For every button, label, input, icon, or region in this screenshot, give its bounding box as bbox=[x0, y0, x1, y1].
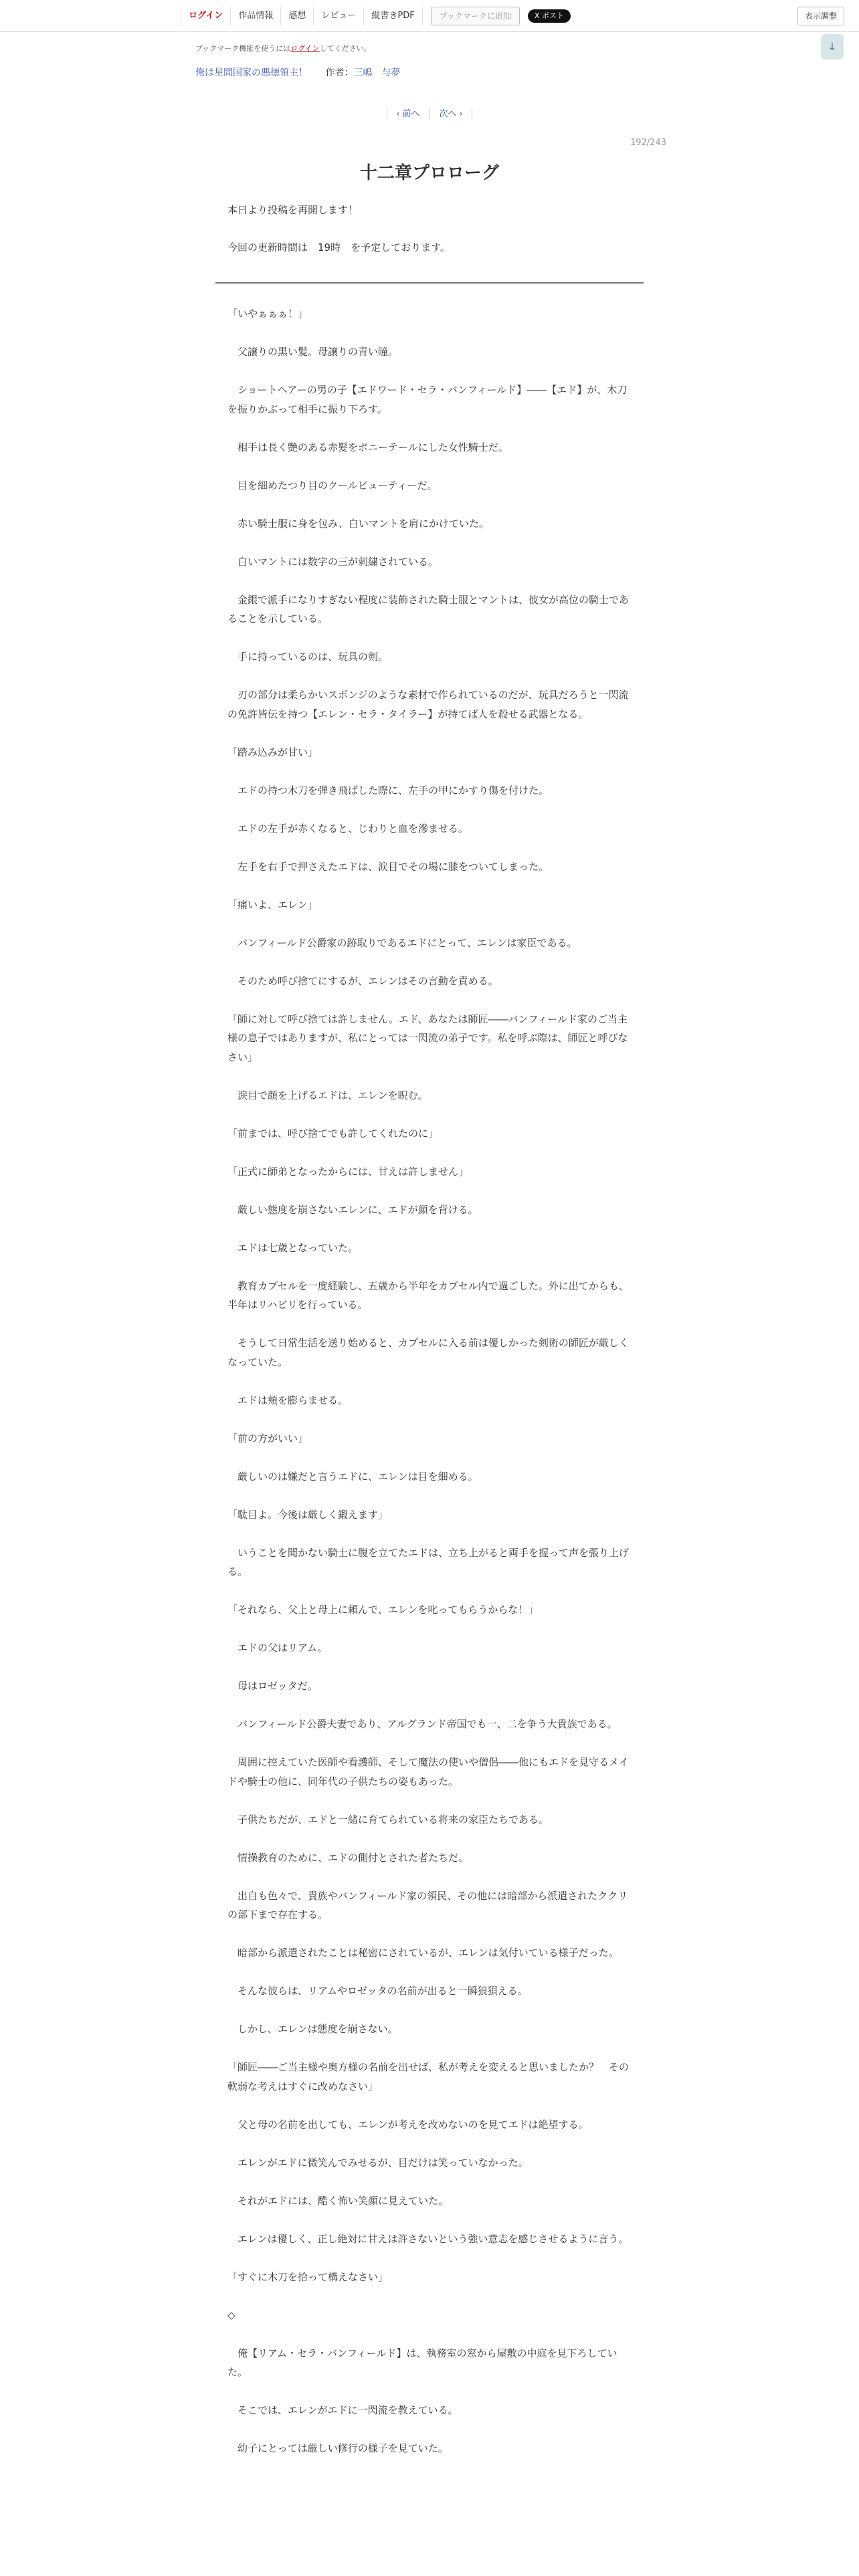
body-paragraph: 父譲りの黒い髪。母譲りの青い瞳。 bbox=[227, 346, 399, 358]
scroll-down-icon[interactable]: ↓ bbox=[821, 34, 844, 60]
body-paragraph: 情操教育のために、エドの側付とされた者たちだ。 bbox=[227, 1851, 469, 1864]
novel-body bbox=[227, 304, 629, 2477]
prev-chapter-label: 前へ bbox=[402, 109, 420, 119]
nav-group bbox=[181, 7, 571, 25]
body-paragraph: しかし、エレンは態度を崩さない。 bbox=[227, 2023, 398, 2035]
review-link[interactable]: レビュー bbox=[314, 7, 364, 25]
body-paragraph: 周囲に控えていた医師や看護師、そして魔法の使いや僧侶――他にもエドを見守るメイドや騎士の他に、同年代の子供たちの姿もあった。 bbox=[227, 1756, 629, 1788]
body-paragraph: ◇ bbox=[227, 2309, 235, 2321]
bookmark-login-note bbox=[195, 43, 371, 53]
body-paragraph: 「それなら、父上と母上に頼んで、エレンを叱ってもらうからな！」 bbox=[227, 1604, 539, 1616]
body-paragraph: そのため呼び捨てにするが、エレンはその言動を責める。 bbox=[227, 974, 498, 987]
body-paragraph: 「正式に師弟となったからには、甘えは許しません」 bbox=[227, 1165, 469, 1178]
body-paragraph: 「いやぁぁぁ！」 bbox=[227, 308, 308, 320]
bookmark-login-link[interactable]: ログイン bbox=[290, 44, 320, 53]
body-paragraph: 左手を右手で押さえたエドは、涙目でその場に膝をついてしまった。 bbox=[227, 860, 549, 873]
body-paragraph: 幼子にとっては厳しい修行の様子を見ていた。 bbox=[227, 2442, 448, 2454]
body-paragraph: 暗部から派遣されたことは秘密にされているが、エレンは気付いている様子だった。 bbox=[227, 1947, 619, 1959]
body-paragraph: いうことを聞かない騎士に腹を立てたエドは、立ち上がると両手を握って声を張り上げる。 bbox=[227, 1546, 630, 1578]
x-share-button[interactable]: X ポスト bbox=[528, 9, 571, 23]
body-paragraph: 厳しい態度を崩さないエレンに、エドが顔を背ける。 bbox=[227, 1203, 478, 1216]
body-paragraph: 教育カプセルを一度経験し、五歳から半年をカプセル内で過ごした。外に出てからも、半年はリハビリを行っている。 bbox=[227, 1279, 629, 1311]
page-number: 192/243 bbox=[630, 138, 666, 148]
author-link[interactable]: 三嶋 与夢 bbox=[353, 68, 401, 78]
body-paragraph: 「踏み込みが甘い」 bbox=[227, 746, 318, 758]
bookmark-note-text: ブックマーク機能を使うには bbox=[195, 44, 291, 53]
body-paragraph: エドの左手が赤くなると、じわりと血を滲ませる。 bbox=[227, 822, 469, 835]
body-paragraph: バンフィールド公爵夫妻であり、アルグランド帝国でも一、二を争う大貴族である。 bbox=[227, 1718, 617, 1730]
next-chapter-label: 次へ bbox=[439, 109, 457, 119]
body-paragraph: 刃の部分は柔らかいスポンジのような素材で作られているのだが、玩具だろうと一閃流の免許皆伝を持つ【エレン・セラ・タイラー】が持てば人を殺せる武器となる。 bbox=[227, 689, 629, 720]
author-label: 作者： bbox=[325, 68, 354, 78]
body-paragraph: バンフィールド公爵家の跡取りであるエドにとって、エレンは家臣である。 bbox=[227, 936, 577, 949]
body-paragraph: エレンがエドに微笑んでみせるが、目だけは笑っていなかった。 bbox=[227, 2156, 529, 2169]
preface-divider bbox=[215, 282, 644, 284]
body-paragraph: 母はロゼッタだ。 bbox=[227, 1680, 318, 1692]
login-link[interactable]: ログイン bbox=[181, 7, 231, 25]
body-paragraph: 「駄目よ。今後は厳しく鍛えます」 bbox=[227, 1508, 389, 1521]
body-paragraph: 赤い騎士服に身を包み、白いマントを肩にかけていた。 bbox=[227, 517, 489, 530]
body-paragraph: そうして日常生活を送り始めると、カプセルに入る前は優しかった剣術の師匠が厳しくなっていた。 bbox=[227, 1337, 629, 1368]
next-chapter-link[interactable] bbox=[430, 108, 473, 120]
series-title-link[interactable]: 俺は星間国家の悪徳領主！ bbox=[195, 68, 308, 78]
body-paragraph: ショートヘアーの男の子【エドワード・セラ・バンフィールド】――【エド】が、木刀を振りかぶって相手に振り下ろす。 bbox=[227, 384, 628, 415]
body-paragraph: 父と母の名前を出しても、エレンが考えを改めないのを見てエドは絶望する。 bbox=[227, 2118, 589, 2131]
bookmark-add-button[interactable]: ブックマークに追加 bbox=[431, 7, 520, 25]
preface-paragraph: 本日より投稿を再開します！ bbox=[227, 204, 359, 216]
body-paragraph: そんな彼らは、リアムやロゼッタの名前が出ると一瞬狼狽える。 bbox=[227, 1985, 528, 1997]
prev-chapter-link[interactable] bbox=[387, 108, 430, 120]
body-paragraph: エドの持つ木刀を弾き飛ばした際に、左手の甲にかすり傷を付けた。 bbox=[227, 784, 549, 796]
body-paragraph: 「師匠――ご当主様や奥方様の名前を出せば、私が考えを変えると思いましたか？ その軟弱な考えはすぐに改めなさい」 bbox=[227, 2061, 630, 2092]
body-paragraph: 子供たちだが、エドと一緒に育てられている将来の家臣たちである。 bbox=[227, 1813, 549, 1826]
body-paragraph: 相手は長く艶のある赤髪をポニーテールにした女性騎士だ。 bbox=[227, 441, 508, 453]
body-paragraph: 「師に対して呼び捨ては許しません。エド、あなたは師匠――バンフィールド家のご当主様の息子ではありますが、私にとっては一閃流の弟子です。私を呼ぶ際は、師匠と呼びなさい」 bbox=[227, 1012, 628, 1063]
bookmark-note-suffix: してください。 bbox=[319, 44, 371, 53]
chevron-right-icon: › bbox=[459, 109, 463, 118]
body-paragraph: 白いマントには数字の三が刺繍されている。 bbox=[227, 555, 439, 568]
body-paragraph: エドは頬を膨らませる。 bbox=[227, 1394, 349, 1406]
body-paragraph: 金銀で派手になりすぎない程度に装飾された騎士服とマントは、彼女が高位の騎士であることを示している。 bbox=[227, 593, 630, 625]
chapter-pager bbox=[0, 107, 859, 120]
display-settings-button[interactable]: 表示調整 bbox=[797, 7, 844, 25]
series-info bbox=[195, 66, 400, 79]
body-paragraph: 目を細めたつり目のクールビューティーだ。 bbox=[227, 479, 438, 492]
body-paragraph: 「前の方がいい」 bbox=[227, 1432, 308, 1444]
author-preface bbox=[227, 201, 629, 276]
top-navigation-bar bbox=[0, 0, 859, 32]
body-paragraph: 厳しいのは嫌だと言うエドに、エレンは目を細める。 bbox=[227, 1470, 478, 1483]
body-paragraph: 出自も色々で、貴族やバンフィールド家の領民、その他には暗部から派遣されたククリの部下まで存在する。 bbox=[227, 1889, 628, 1921]
chevron-left-icon: ‹ bbox=[396, 109, 400, 118]
vertical-pdf-link[interactable]: 縦書きPDF bbox=[364, 7, 422, 25]
body-paragraph: 手に持っているのは、玩具の剣。 bbox=[227, 651, 389, 663]
body-paragraph: エレンは優しく、正し絶対に甘えは許さないという強い意志を感じさせるように言う。 bbox=[227, 2232, 629, 2245]
body-paragraph: エドの父はリアム。 bbox=[227, 1642, 328, 1654]
chapter-title: 十二章プロローグ bbox=[359, 163, 499, 183]
body-paragraph: それがエドには、酷く怖い笑顔に見えていた。 bbox=[227, 2194, 449, 2207]
preface-paragraph: 今回の更新時間は 19時 を予定しております。 bbox=[227, 241, 450, 253]
body-paragraph: 「前までは、呼び捨てでも許してくれたのに」 bbox=[227, 1127, 439, 1140]
body-paragraph: 涙目で顔を上げるエドは、エレンを睨む。 bbox=[227, 1089, 428, 1101]
work-info-link[interactable]: 作品情報 bbox=[231, 7, 281, 25]
body-paragraph: 俺【リアム・セラ・バンフィールド】は、執務室の窓から屋敷の中庭を見下ろしていた。 bbox=[227, 2347, 617, 2378]
body-paragraph: 「すぐに木刀を拾って構えなさい」 bbox=[227, 2270, 389, 2283]
body-paragraph: そこでは、エレンがエドに一閃流を教えている。 bbox=[227, 2404, 458, 2416]
impressions-link[interactable]: 感想 bbox=[281, 7, 314, 25]
body-paragraph: エドは七歳となっていた。 bbox=[227, 1241, 359, 1254]
body-paragraph: 「痛いよ、エレン」 bbox=[227, 898, 318, 911]
